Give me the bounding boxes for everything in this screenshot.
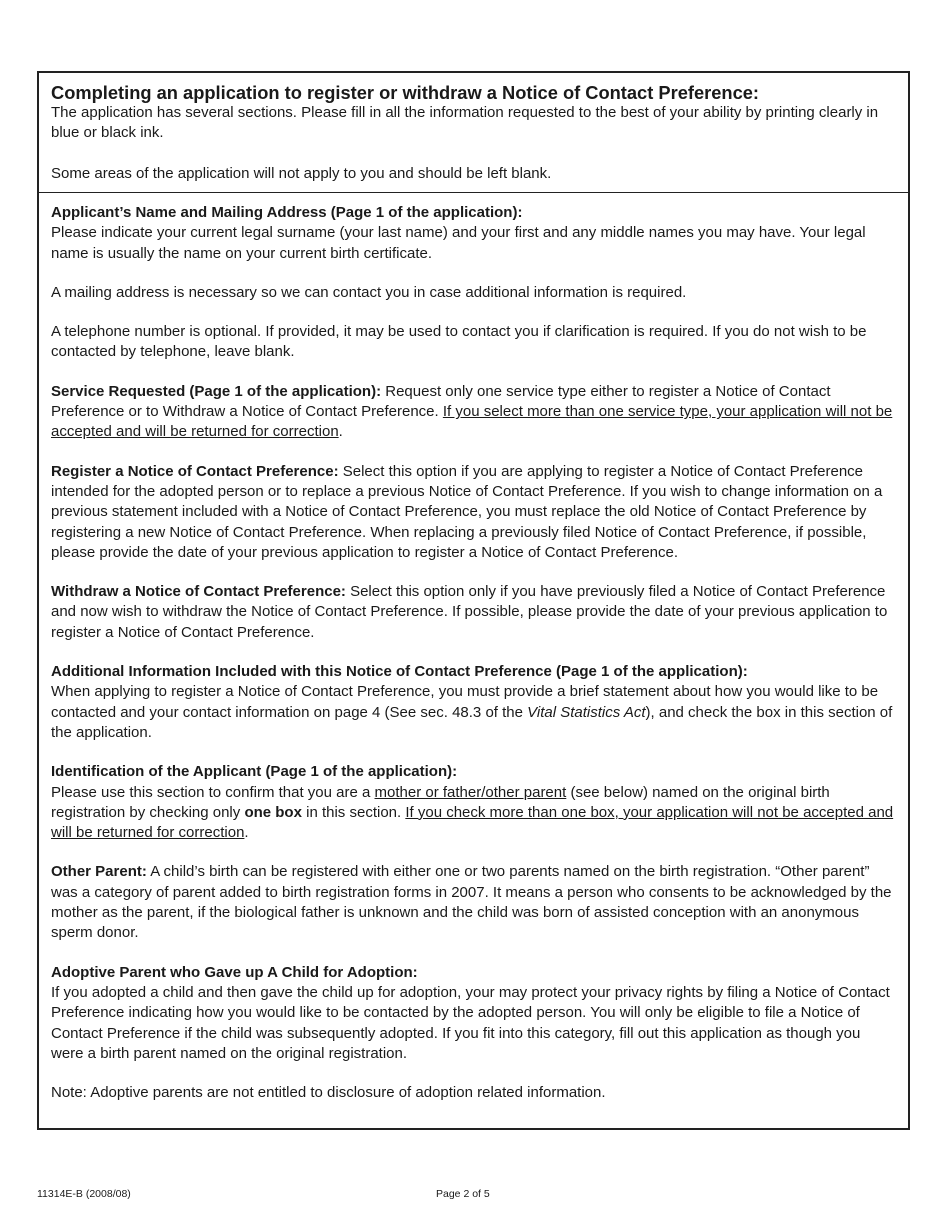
mailing-address-text: A mailing address is necessary so we can contact you in case additional information is required. bbox=[51, 283, 687, 301]
intro-section bbox=[39, 73, 908, 193]
service-heading: Service Requested (Page 1 of the application): bbox=[51, 382, 382, 400]
other-parent-heading: Other Parent: bbox=[51, 863, 147, 881]
adoptive-block bbox=[51, 963, 896, 1064]
other-parent-block bbox=[51, 862, 896, 943]
register-heading: Register a Notice of Contact Preference: bbox=[51, 462, 339, 480]
identification-heading: Identification of the Applicant (Page 1 of the application): bbox=[51, 763, 458, 781]
register-block bbox=[51, 462, 896, 563]
adoptive-text: If you adopted a child and then gave the child up for adoption, your may protect your privacy rights by filing a Notice of Contact Preference indicating how you would like to be contacted by the adopted person. You will only be eligible to file a Notice of Contact Preference if the child was subsequently adopted. If you fit into this category, fill out this application as though you were a birth parent named on the original registration. bbox=[51, 983, 890, 1062]
intro-note: Some areas of the application will not apply to you and should be left blank. bbox=[51, 164, 552, 182]
adoptive-note: Note: Adoptive parents are not entitled to disclosure of adoption related information. bbox=[51, 1084, 606, 1102]
name-address-block bbox=[51, 203, 896, 264]
other-parent-text: A child’s birth can be registered with either one or two parents named on the birth registration. “Other parent” was a category of parent added to birth registration forms in 2007. It means a person who consents to be acknowledged by the mother as the parent, if the biological father is unknown and the child was born of assisted conception with an anonymous sperm donor. bbox=[51, 863, 892, 942]
adoptive-heading: Adoptive Parent who Gave up A Child for Adoption: bbox=[51, 963, 418, 981]
name-address-text: Please indicate your current legal surname (your last name) and your first and any middle names you may have. Your legal name is usually the name on your current birth certificate. bbox=[51, 224, 866, 262]
service-warning: If you select more than one service type, your application will not be accepted and will be returned for correction bbox=[51, 403, 893, 441]
telephone-text: A telephone number is optional. If provided, it may be used to contact you if clarification is required. If you do not wish to be contacted by telephone, leave blank. bbox=[51, 323, 867, 361]
form-number: 11314E-B (2008/08) bbox=[37, 1188, 131, 1200]
page-title: Completing an application to register or withdraw a Notice of Contact Preference: bbox=[51, 82, 759, 103]
intro-paragraph: The application has several sections. Please fill in all the information requested to the best of your ability by printing clearly in blue or black ink. bbox=[51, 104, 879, 142]
withdraw-block bbox=[51, 582, 896, 643]
act-name: Vital Statistics Act bbox=[527, 703, 646, 721]
instructions-section bbox=[39, 193, 908, 1103]
register-text: Select this option if you are applying to register a Notice of Contact Preference intended for the adopted person or to replace a previous Notice of Contact Preference. If you wish to change information on a previous statement included with a Notice of Contact Preference, you must replace the old Notice of Contact Preference by registering a new Notice of Contact Preference. When replacing a previously filed Notice of Contact Preference, if possible, please provide the date of your previous application to register a Notice of Contact Preference. bbox=[51, 462, 883, 561]
service-block: Service Requested (Page 1 of the application): Request only one service type either to register a Notice of Contact Preference or to Withdraw a Notice of Contact Preference. If you select more than one service type, your application will not be accepted and will be returned for correction. bbox=[51, 382, 893, 441]
service-text: Request only one service type either to register a Notice of Contact Preference or to Withdraw a Notice of Contact Preference. bbox=[51, 382, 831, 421]
identification-warning: If you check more than one box, your application will not be accepted and will be returned for correction bbox=[51, 803, 894, 842]
additional-block: Additional Information Included with this Notice of Contact Preference (Page 1 of the application): When applying to register a Notice of Contact Preference, you must provide a brief statement about how you would like to be contacted and your contact information on page 4 (See sec. 48.3 of the Vital Statistics Act), and check the box in this section of the application. bbox=[51, 663, 893, 741]
withdraw-text: Select this option only if you have previously filed a Notice of Contact Preference and now wish to withdraw the Notice of Contact Preference. If possible, please provide the date of your previous application to register a Notice of Contact Preference. bbox=[51, 583, 888, 641]
name-address-heading: Applicant’s Name and Mailing Address (Page 1 of the application): bbox=[51, 204, 523, 221]
page-number: Page 2 of 5 bbox=[436, 1188, 490, 1200]
additional-heading: Additional Information Included with this Notice of Contact Preference (Page 1 of the application): bbox=[51, 663, 748, 681]
form-instructions-frame bbox=[37, 71, 910, 1130]
identification-block: Identification of the Applicant (Page 1 of the application): Please use this section to confirm that you are a mother or father/other parent (see below) named on the original birth registration by checking only one box in this section. If you check more than one box, your application will not be accepted and will be returned for correction. bbox=[51, 763, 894, 842]
withdraw-heading: Withdraw a Notice of Contact Preference: bbox=[51, 583, 346, 601]
